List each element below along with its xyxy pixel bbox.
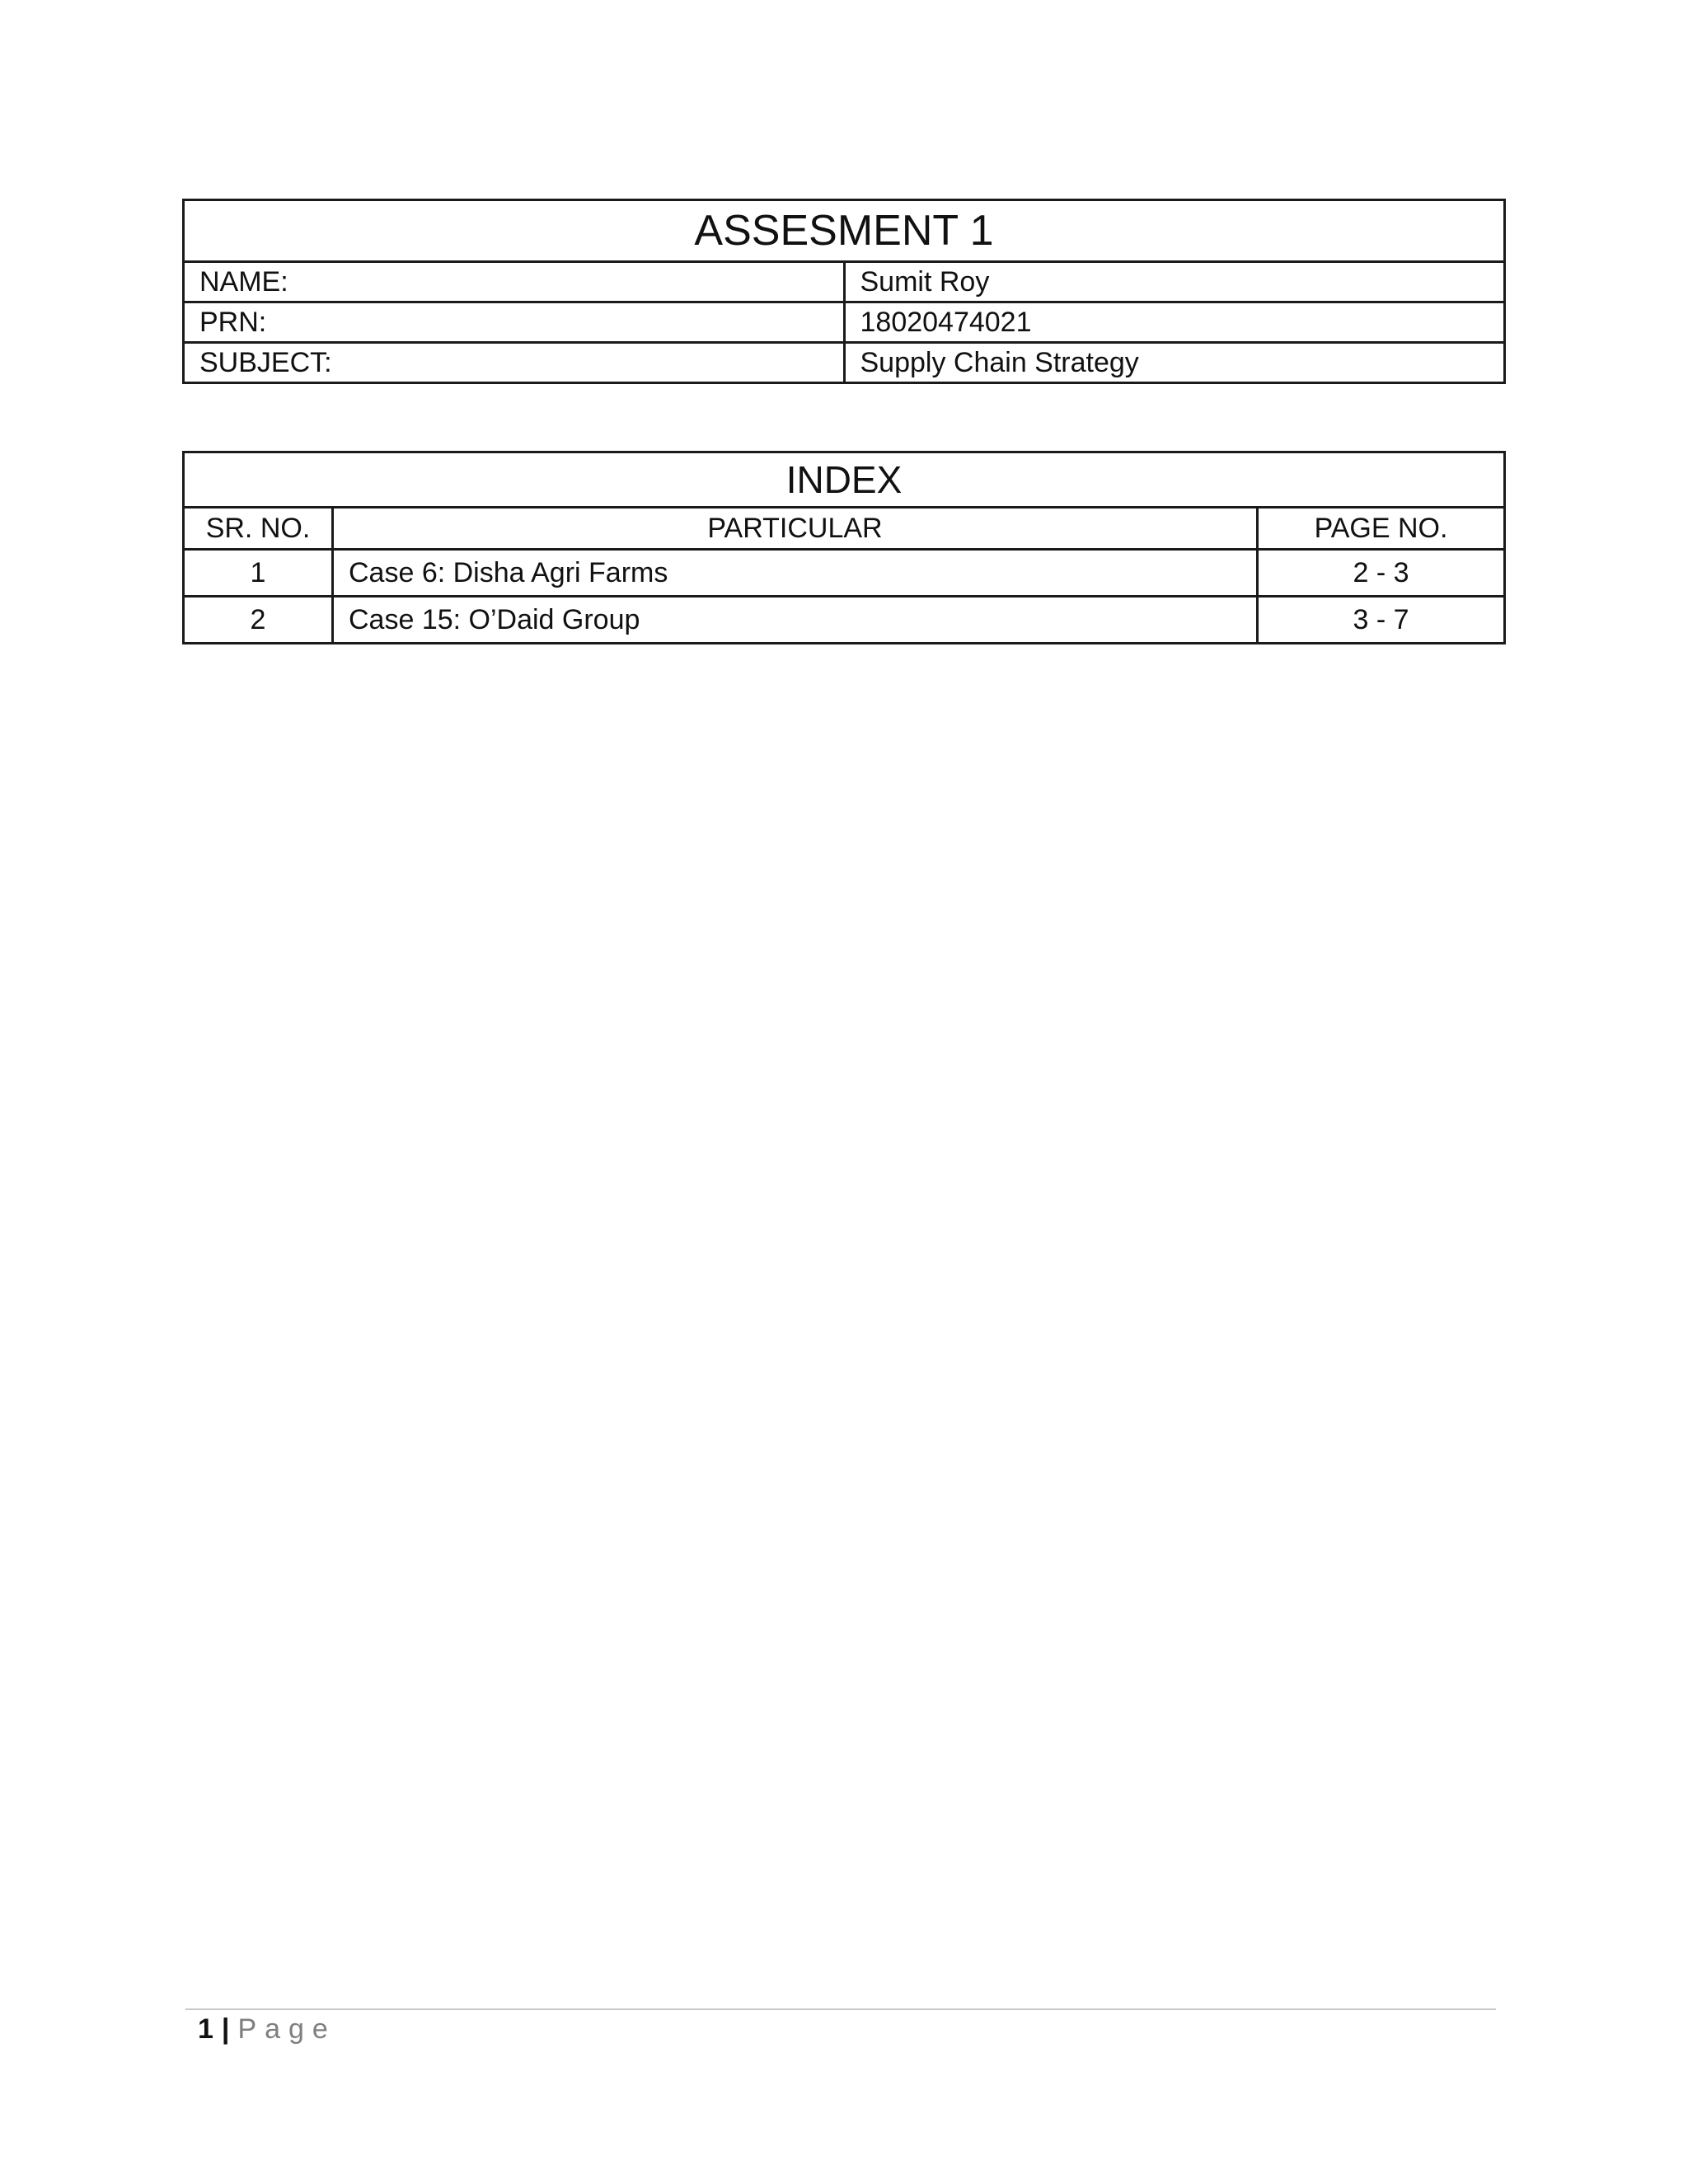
page-label: Page: [237, 2013, 336, 2045]
column-header-sr-no: SR. NO.: [184, 508, 333, 550]
footer-divider: [185, 2008, 1496, 2010]
info-row-subject: [184, 343, 1505, 383]
index-table: [182, 451, 1506, 644]
footer-separator: |: [221, 2013, 230, 2045]
page-footer: [198, 2009, 336, 2049]
sr-no-cell: 1: [184, 550, 333, 597]
index-title: INDEX: [184, 452, 1505, 508]
name-value: Sumit Roy: [844, 262, 1505, 302]
particular-cell: Case 6: Disha Agri Farms: [333, 550, 1258, 597]
index-header-row: [184, 508, 1505, 550]
page-number: 1: [198, 2013, 213, 2045]
page-no-cell: 2 - 3: [1257, 550, 1504, 597]
index-title-row: [184, 452, 1505, 508]
prn-label: PRN:: [184, 302, 845, 343]
column-header-page-no: PAGE NO.: [1257, 508, 1504, 550]
name-label: NAME:: [184, 262, 845, 302]
assessment-title-row: [184, 200, 1505, 262]
table-row: [184, 550, 1505, 597]
assessment-info-table: [182, 199, 1506, 384]
page-no-cell: 3 - 7: [1257, 597, 1504, 644]
sr-no-cell: 2: [184, 597, 333, 644]
particular-cell: Case 15: O’Daid Group: [333, 597, 1258, 644]
info-row-name: [184, 262, 1505, 302]
subject-label: SUBJECT:: [184, 343, 845, 383]
column-header-particular: PARTICULAR: [333, 508, 1258, 550]
info-row-prn: [184, 302, 1505, 343]
prn-value: 18020474021: [844, 302, 1505, 343]
table-row: [184, 597, 1505, 644]
assessment-title: ASSESMENT 1: [184, 200, 1505, 262]
subject-value: Supply Chain Strategy: [844, 343, 1505, 383]
